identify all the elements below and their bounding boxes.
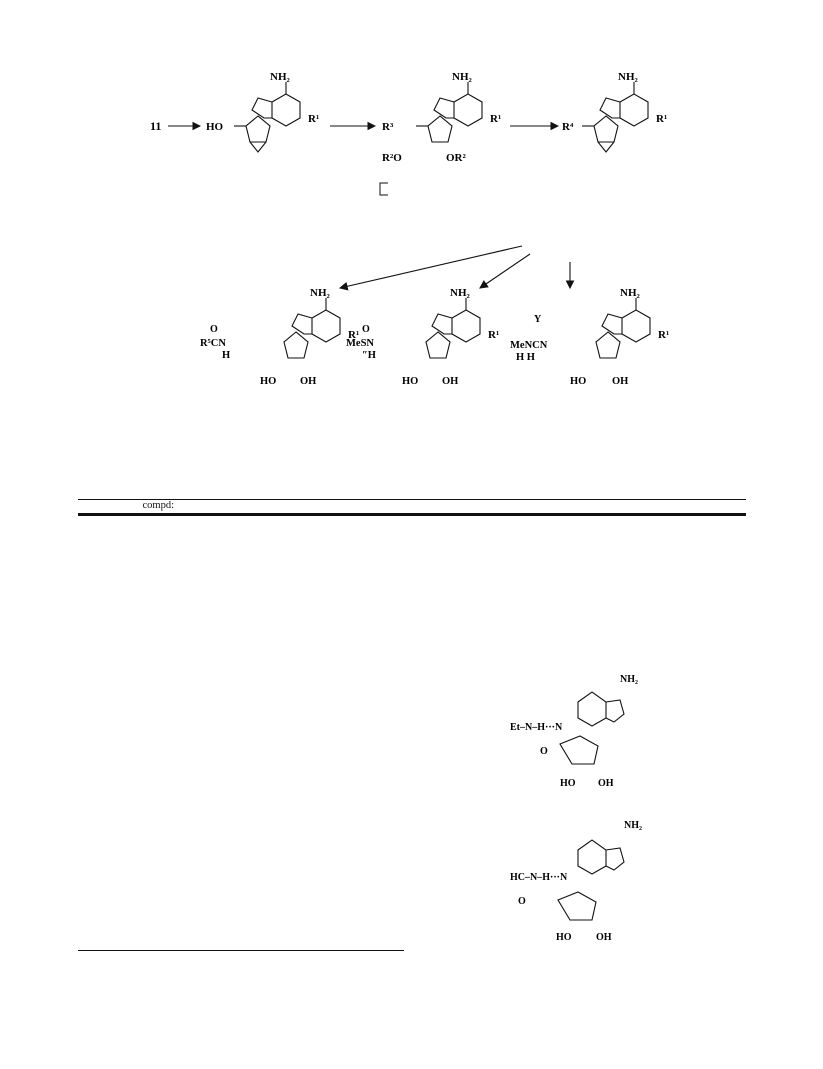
r1-label-21: R¹	[656, 113, 668, 125]
compound-11-label: 11	[150, 119, 162, 133]
mesn-label: MeSN	[346, 338, 374, 349]
nh2-label-18: NH₂	[452, 71, 472, 83]
adenine-ring-21	[600, 82, 648, 126]
oh-16c: OH	[598, 778, 614, 789]
adenine-ring-29	[432, 298, 480, 342]
r1-label-27: R¹	[348, 329, 360, 341]
compd-20	[290, 500, 402, 513]
r1-label-29: R¹	[488, 329, 500, 341]
ribose-27	[558, 892, 596, 920]
r4-label: R⁴	[562, 121, 574, 133]
h-label-29: ″H	[362, 350, 376, 361]
ribose-ring-30	[596, 332, 620, 358]
carbonyl-o-27: O	[210, 324, 218, 335]
hc-nh-27: HC–N–H···N	[510, 872, 568, 883]
pyrimidine-ring-27	[578, 840, 606, 874]
ho-30: HO	[570, 376, 587, 387]
adenine-ring-27	[292, 298, 340, 342]
r1-label-17: R¹	[308, 113, 320, 125]
ribose-ring-29	[426, 332, 450, 358]
conformation-table	[78, 500, 746, 515]
nh2-label-21: NH₂	[618, 71, 638, 83]
oh-27-fig: OH	[596, 932, 612, 943]
imidazole-ring-16c	[606, 700, 624, 722]
r3-label: R³	[382, 121, 394, 133]
or2-label: OR²	[446, 152, 466, 164]
ho-29: HO	[402, 376, 419, 387]
oh-29: OH	[442, 376, 459, 387]
sulfonyl-o-29: O	[362, 324, 370, 335]
ho-label-17: HO	[206, 121, 224, 133]
h-label-27: H	[222, 350, 231, 361]
ribose-ring-17	[246, 116, 270, 142]
nh2-fig-27: NH₂	[624, 820, 642, 831]
ribose-16c	[560, 736, 598, 764]
nh2-label-17: NH₂	[270, 71, 290, 83]
figure-1-structures	[500, 668, 680, 978]
r1-label-18: R¹	[490, 113, 502, 125]
ho-27: HO	[260, 376, 277, 387]
formyl-o-27: O	[518, 896, 526, 907]
compd-27	[402, 500, 514, 513]
ho-16c: HO	[560, 778, 576, 789]
pyrimidine-ring-16c	[578, 692, 606, 726]
imidazole-ring-27	[606, 848, 624, 870]
nh2-fig-16c: NH₂	[620, 674, 638, 685]
mencn-label: MeNCN	[510, 340, 548, 351]
compd-label: compd:	[142, 500, 174, 511]
oh-27: OH	[300, 376, 317, 387]
r5cn-label: R⁵CN	[200, 338, 226, 349]
adenine-ring-18	[434, 82, 482, 126]
nh2-label-29: NH₂	[450, 287, 470, 299]
hh-label: H H	[516, 352, 535, 363]
ho-27-fig: HO	[556, 932, 572, 943]
r2o-label: R²O	[382, 152, 402, 164]
reaction-scheme	[150, 66, 710, 410]
oh-30: OH	[612, 376, 629, 387]
nh2-label-27: NH₂	[310, 287, 330, 299]
compd-16c	[176, 500, 290, 513]
compd-7	[514, 500, 628, 513]
reference-rule	[78, 950, 404, 951]
y-label: Y	[534, 314, 542, 325]
compd-2	[628, 500, 746, 513]
r1-label-30: R¹	[658, 329, 670, 341]
ribose-ring-27	[284, 332, 308, 358]
et-nh-16c: Et–N–H···N	[510, 722, 563, 733]
adenine-ring-30	[602, 298, 650, 342]
compound-header-row	[78, 500, 746, 513]
nh2-label-30: NH₂	[620, 287, 640, 299]
adenine-ring-17	[252, 82, 300, 126]
table-i	[78, 499, 746, 518]
ribose-ring-18	[428, 116, 452, 142]
carbonyl-o-16c: O	[540, 746, 548, 757]
ribose-ring-21	[594, 116, 618, 142]
